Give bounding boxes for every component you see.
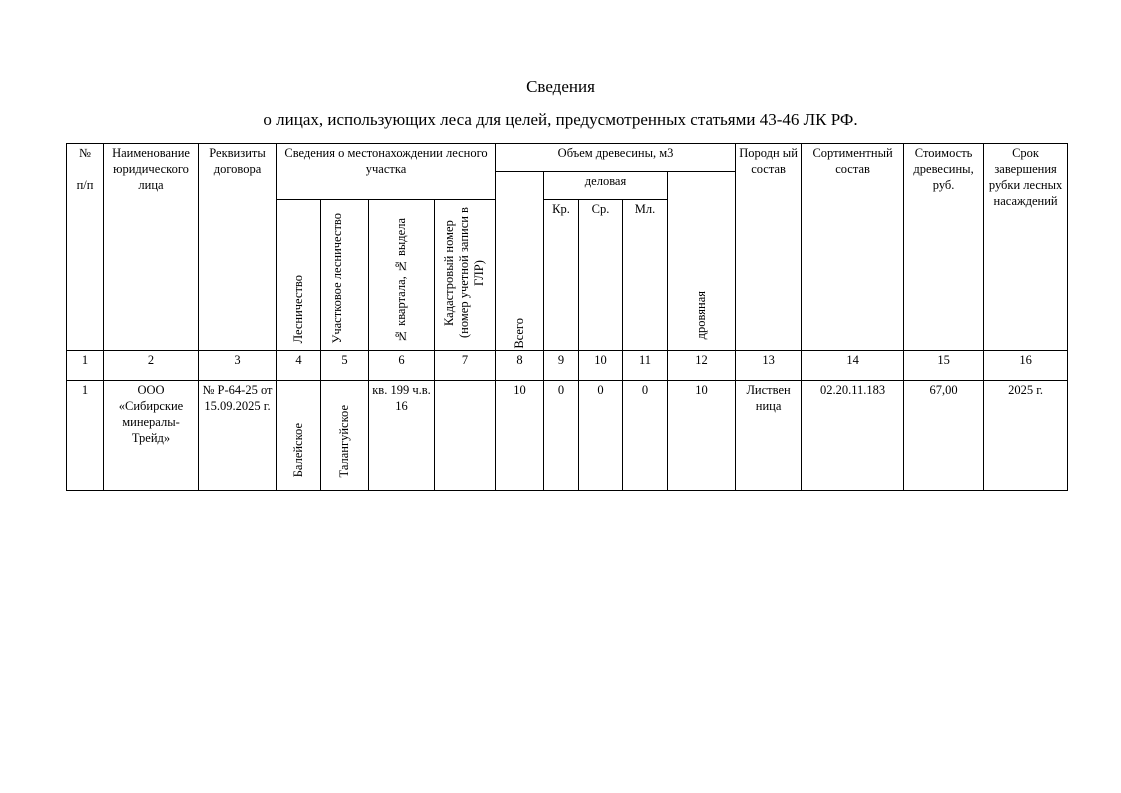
column-number: 11 (623, 350, 668, 380)
cell-district-forestry: Талангуйское (321, 380, 369, 490)
register-table (66, 143, 1068, 491)
column-number: 5 (321, 350, 369, 380)
cell-forestry: Балейское (277, 380, 321, 490)
header-kr: Кр. (544, 200, 579, 350)
table-row (67, 380, 1068, 490)
column-numbers-row (67, 350, 1068, 380)
column-number: 15 (904, 350, 984, 380)
header-row-1 (67, 144, 1068, 172)
column-number: 16 (984, 350, 1068, 380)
cell-name: ООО «Сибирские минералы-Трейд» (104, 380, 199, 490)
header-name: Наименование юридического лица (104, 144, 199, 351)
cell-cadastral (435, 380, 496, 490)
column-number: 10 (579, 350, 623, 380)
column-number: 3 (199, 350, 277, 380)
cell-firewood: 10 (668, 380, 736, 490)
header-firewood: дровяная (668, 172, 736, 351)
header-cadastral: Кадастровый номер (номер учетной записи в ГЛР) (435, 200, 496, 350)
document-title: Сведения (526, 77, 595, 96)
column-number: 6 (369, 350, 435, 380)
column-number: 4 (277, 350, 321, 380)
document-subtitle: о лицах, использующих леса для целей, предусмотренных статьями 43-46 ЛК РФ. (263, 110, 858, 129)
cell-cost: 67,00 (904, 380, 984, 490)
column-number: 9 (544, 350, 579, 380)
cell-ml: 0 (623, 380, 668, 490)
column-number: 2 (104, 350, 199, 380)
column-number: 12 (668, 350, 736, 380)
cell-species: Листвен ница (736, 380, 802, 490)
header-volume-group: Объем древесины, м3 (496, 144, 736, 172)
header-cost: Стоимость древесины, руб. (904, 144, 984, 351)
header-district-forestry: Участковое лесничество (321, 200, 369, 350)
header-delovaya-group: деловая (544, 172, 668, 200)
column-number: 8 (496, 350, 544, 380)
header-location-group: Сведения о местонахождении лесного участка (277, 144, 496, 200)
header-ml: Мл. (623, 200, 668, 350)
column-number: 13 (736, 350, 802, 380)
header-sr: Ср. (579, 200, 623, 350)
header-deadline: Срок завершения рубки лесных насаждений (984, 144, 1068, 351)
header-assortment: Сортиментный состав (802, 144, 904, 351)
header-total: Всего (496, 172, 544, 351)
cell-num: 1 (67, 380, 104, 490)
cell-quarter: кв. 199 ч.в. 16 (369, 380, 435, 490)
cell-total: 10 (496, 380, 544, 490)
cell-contract: № Р-64-25 от 15.09.2025 г. (199, 380, 277, 490)
cell-sr: 0 (579, 380, 623, 490)
header-contract: Реквизиты договора (199, 144, 277, 351)
header-num: № п/п (67, 144, 104, 351)
header-forestry: Лесничество (277, 200, 321, 350)
cell-assortment: 02.20.11.183 (802, 380, 904, 490)
column-number: 14 (802, 350, 904, 380)
header-species: Породн ый состав (736, 144, 802, 351)
cell-kr: 0 (544, 380, 579, 490)
header-quarter: № квартала, № выдела (369, 200, 435, 350)
column-number: 1 (67, 350, 104, 380)
column-number: 7 (435, 350, 496, 380)
cell-deadline: 2025 г. (984, 380, 1068, 490)
